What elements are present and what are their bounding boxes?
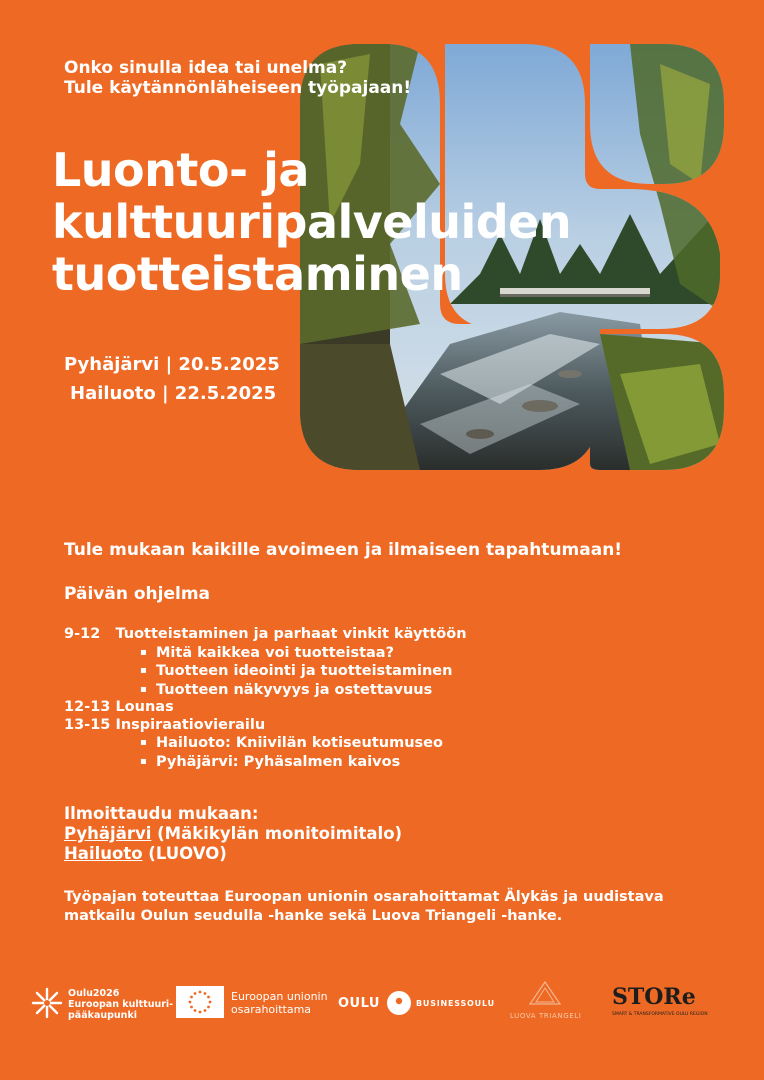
oulu2026-line2: Euroopan kulttuuri- bbox=[68, 999, 174, 1010]
title-line3: tuotteistaminen bbox=[52, 247, 463, 301]
program-bullet: ▪ Hailuoto: Kniivilän kotiseutumuseo bbox=[64, 734, 467, 753]
program-time: 12-13 bbox=[64, 699, 111, 715]
program-bullet: ▪ Tuotteen ideointi ja tuotteistaminen bbox=[64, 662, 467, 681]
eu-flag-icon bbox=[176, 986, 224, 1018]
signup-section bbox=[64, 804, 402, 864]
logo-row bbox=[0, 980, 764, 1030]
page-title bbox=[52, 144, 571, 300]
signup-venue-hailuoto: (LUOVO) bbox=[142, 844, 227, 863]
program-bullet: ▪ Tuotteen näkyvyys ja ostettavuus bbox=[64, 681, 467, 700]
eu-line1: Euroopan unionin bbox=[231, 990, 328, 1003]
program-time: 9-12 bbox=[64, 626, 101, 642]
event-dates bbox=[64, 350, 280, 408]
signup-row-pyhajarvi bbox=[64, 824, 402, 844]
signup-link-hailuoto[interactable]: Hailuoto bbox=[64, 844, 143, 863]
program-item: Lounas bbox=[115, 699, 174, 715]
tagline-line2: Tule käytännönläheiseen työpajaan! bbox=[64, 78, 412, 98]
store-logo: STORe bbox=[612, 984, 696, 1010]
title-line1: Luonto- ja bbox=[52, 143, 309, 197]
program-list bbox=[64, 626, 467, 771]
businessoulu-logo: BUSINESSOULU bbox=[416, 999, 495, 1008]
oulu2026-line1: Oulu2026 bbox=[68, 988, 120, 999]
eu-logo bbox=[231, 990, 328, 1016]
tagline-line1: Onko sinulla idea tai unelma? bbox=[64, 58, 348, 78]
funding-line2: matkailu Oulun seudulla -hanke sekä Luova Triangeli -hanke. bbox=[64, 908, 563, 924]
program-time: 13-15 bbox=[64, 716, 111, 733]
tagline bbox=[64, 58, 411, 98]
oulu2026-line3: pääkaupunki bbox=[68, 1010, 138, 1021]
luova-triangeli-logo: LUOVA TRIANGELI bbox=[510, 1012, 582, 1020]
signup-venue-pyhajarvi: (Mäkikylän monitoimitalo) bbox=[151, 824, 403, 843]
program-row bbox=[64, 626, 467, 644]
signup-link-pyhajarvi[interactable]: Pyhäjärvi bbox=[64, 824, 152, 843]
date-pyhajarvi: Pyhäjärvi | 20.5.2025 bbox=[64, 354, 280, 375]
program-bullet: ▪ Mitä kaikkea voi tuotteistaa? bbox=[64, 644, 467, 663]
oulu-logo: OULU bbox=[338, 996, 380, 1011]
program-row bbox=[64, 699, 467, 717]
program-row bbox=[64, 717, 467, 735]
businessoulu-icon bbox=[386, 990, 412, 1016]
date-hailuoto: Hailuoto | 22.5.2025 bbox=[70, 383, 277, 404]
funding-line1: Työpajan toteuttaa Euroopan unionin osarahoittamat Älykäs ja uudistava bbox=[64, 889, 664, 905]
title-line2: kulttuuripalveluiden bbox=[52, 195, 572, 249]
lead-text: Tule mukaan kaikille avoimeen ja ilmaiseen tapahtumaan! bbox=[64, 540, 623, 560]
luova-triangeli-icon bbox=[528, 980, 562, 1006]
eu-line2: osarahoittama bbox=[231, 1003, 312, 1016]
program-item: Tuotteistaminen ja parhaat vinkit käyttöön bbox=[115, 626, 467, 642]
oulu2026-flower-icon bbox=[30, 986, 64, 1020]
funding-text bbox=[64, 888, 724, 926]
signup-row-hailuoto bbox=[64, 844, 402, 864]
oulu2026-logo bbox=[68, 988, 173, 1021]
signup-heading: Ilmoittaudu mukaan: bbox=[64, 804, 259, 823]
program-heading: Päivän ohjelma bbox=[64, 584, 211, 604]
store-subtitle: SMART & TRANSFORMATIVE OULU REGION bbox=[612, 1012, 708, 1017]
program-item: Inspiraatiovierailu bbox=[115, 716, 266, 733]
program-bullet: ▪ Pyhäjärvi: Pyhäsalmen kaivos bbox=[64, 753, 467, 772]
